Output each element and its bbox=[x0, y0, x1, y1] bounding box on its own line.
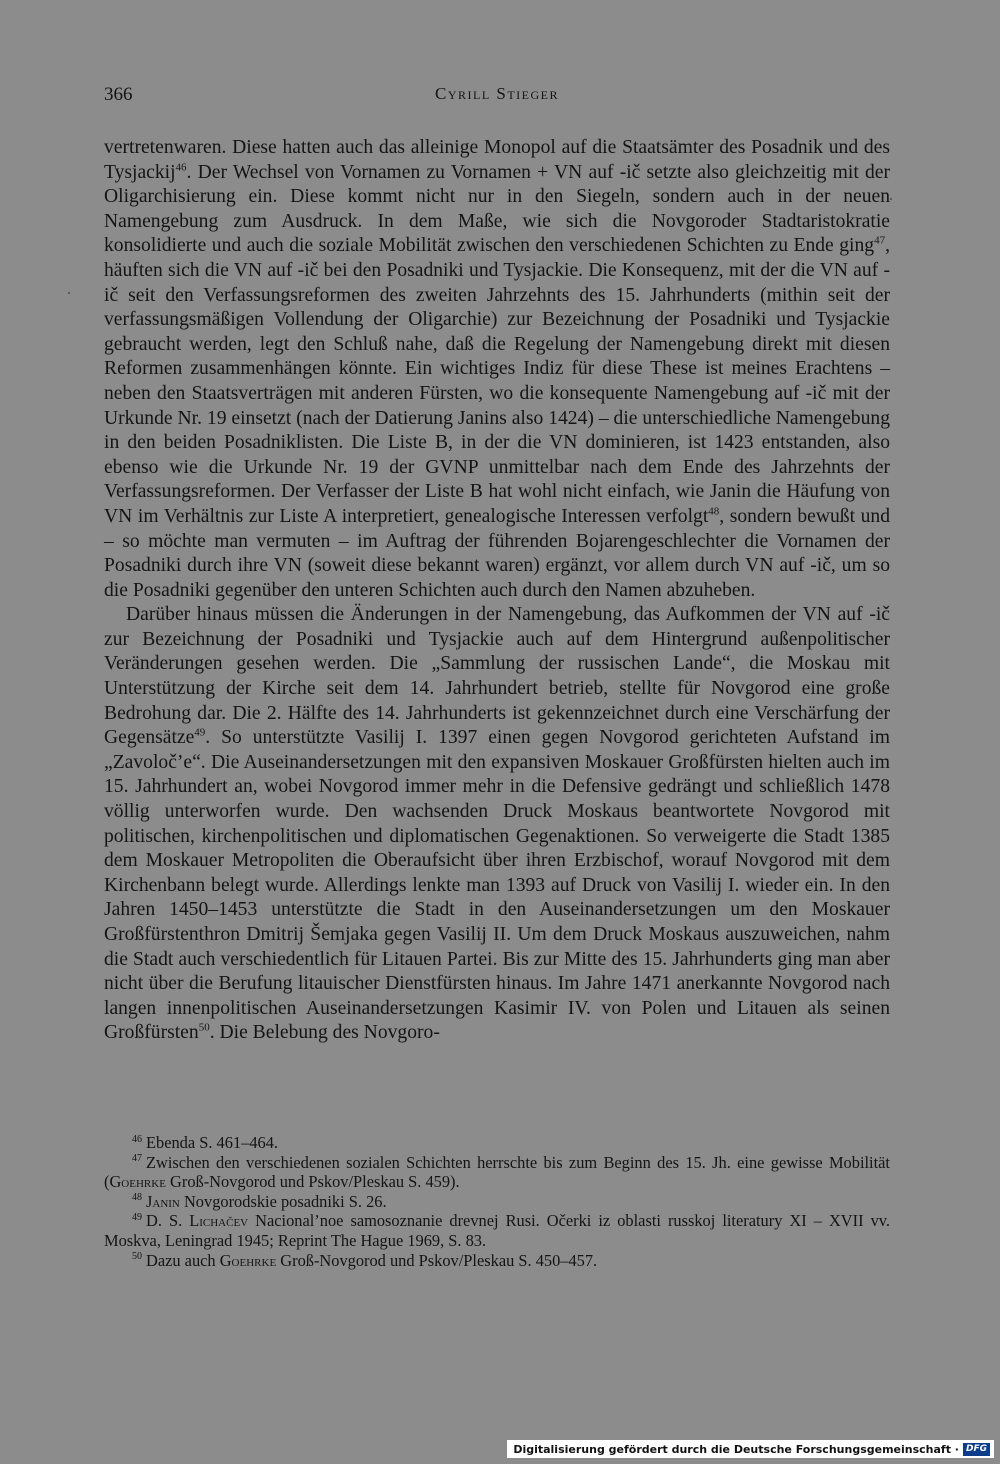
text-run: , häuften sich die VN auf -ič bei den Posadniki und Tysjackie. Die Konsequenz, mit der die VN auf -ič seit den Verfassungsreformen des zweiten Jahrzehnts des 15. Jahrhunderts (mithin seit der verfassungsmäßigen Vollendung der Oligarchie) zur Bezeichnung der Posadniki und Tysjackie gebraucht werden, legt den Schluß nahe, daß die Regelung der Namengebung direkt mit diesen Reformen zusammenhängen könnte. Ein wichtiges Indiz für diese These ist meines Erachtens – neben den Staatsverträgen mit anderen Fürsten, wo die konsequente Namengebung auf -ič mit der Urkunde Nr. 19 einsetzt (nach der Datierung Janins also 1424) – die unterschiedliche Namengebung in den beiden Posadniklisten. Die Liste B, in der die VN dominieren, ist 1423 entstanden, also ebenso wie die Urkunde Nr. 19 der GVNP unmittelbar nach dem Ende des Jahrzehnts der Verfassungsreformen. Der Verfasser der Liste B hat wohl nicht einfach, wie Janin die Häufung von VN im Verhältnis zur Liste A interpretiert, genealogische Interessen verfolgt bbox=[104, 235, 890, 527]
footnote-text: D. S. bbox=[146, 1211, 190, 1231]
running-head: Cyrill Stieger bbox=[434, 84, 560, 103]
margin-mark bbox=[890, 198, 892, 200]
footnote-ref[interactable]: 50 bbox=[198, 1021, 210, 1034]
footnote-number: 46 bbox=[132, 1133, 142, 1145]
footnote-ref[interactable]: 48 bbox=[708, 505, 720, 518]
footnote-text: Zwischen den verschiedenen sozialen Schichten herrschte bis zum Beginn des 15. Jh. eine gewisse Mobilität ( bbox=[104, 1152, 890, 1192]
footnote bbox=[104, 1211, 890, 1250]
dfg-logo-icon: DFG bbox=[963, 1443, 990, 1456]
footnote-text: Nacional’noe samosoznanie drevnej Rusi. Očerki iz oblasti russkoj literatury XI – XVII vv. Moskva, Leningrad 1945; Reprint The Hague 1969, S. 83. bbox=[104, 1211, 890, 1250]
body-text bbox=[104, 136, 890, 1046]
author-name: Goehrke bbox=[109, 1172, 166, 1192]
text-run: vertretenwaren. Diese hatten auch das alleinige Monopol auf die Staatsämter des Posadnik und des Tysjackij bbox=[104, 137, 890, 183]
page-number: 366 bbox=[104, 84, 133, 105]
paragraph-1 bbox=[104, 136, 890, 603]
footnote-text: Dazu auch bbox=[146, 1250, 220, 1270]
footnote-ref[interactable]: 46 bbox=[175, 161, 187, 174]
text-run: . Die Belebung des Novgoro- bbox=[209, 1022, 440, 1044]
funding-banner[interactable] bbox=[507, 1440, 994, 1458]
page-header bbox=[104, 84, 890, 114]
footnote-text: Groß-Novgorod und Pskov/Pleskau S. 450–457. bbox=[276, 1250, 598, 1270]
paragraph-2 bbox=[104, 603, 890, 1046]
footnote bbox=[104, 1251, 890, 1271]
footnote-text: Groß-Novgorod und Pskov/Pleskau S. 459). bbox=[165, 1172, 460, 1192]
footnote-text: Ebenda S. 461–464. bbox=[146, 1133, 279, 1152]
footnote-number: 49 bbox=[132, 1211, 142, 1223]
footnote-number: 48 bbox=[132, 1192, 142, 1204]
footnote-number: 47 bbox=[132, 1153, 142, 1165]
author-name: Lichačev bbox=[189, 1211, 249, 1231]
text-run: . Der Wechsel von Vornamen zu Vornamen + VN auf -ič setzte also gleichzeitig mit der Oligarchisierung ein. Diese kommt nicht nur in den Siegeln, sondern auch in der neuen Namengebung zum Ausdruck. In dem Maße, wie sich die Novgoroder Stadtaristokratie konsolidierte und auch die soziale Mobilität zwischen den verschiedenen Schichten zu Ende ging bbox=[104, 161, 890, 257]
footnote-ref[interactable]: 47 bbox=[874, 234, 886, 247]
footnote-ref[interactable]: 49 bbox=[194, 726, 206, 739]
funding-text: Digitalisierung gefördert durch die Deutsche Forschungsgemeinschaft · bbox=[513, 1442, 959, 1456]
author-name: Janin bbox=[146, 1191, 180, 1211]
footnote-text: Novgorodskie posadniki S. 26. bbox=[179, 1191, 387, 1211]
footnote-number: 50 bbox=[132, 1251, 142, 1263]
footnote bbox=[104, 1133, 890, 1153]
footnotes bbox=[104, 1133, 890, 1270]
text-run: , sondern bewußt und – so möchte man vermuten – im Auftrag der führenden Bojarengeschlechter die Vornamen der Posadniki durch ihre VN (soweit diese bekannt waren) ergänzt, vor allem durch VN auf -ič, um so die Posadniki gegenüber den unteren Schichten auch durch den Namen abzuheben. bbox=[104, 505, 891, 601]
text-run: Darüber hinaus müssen die Änderungen in der Namengebung, das Aufkommen der VN auf -ič zur Bezeichnung der Posadniki und Tysjackie auch auf dem Hintergrund außenpolitischer Veränderungen gesehen werden. Die „Sammlung der russischen Lande“, die Moskau mit Unterstützung der Kirche seit dem 14. Jahrhundert betrieb, stellte für Novgorod eine große Bedrohung dar. Die 2. Hälfte des 14. Jahrhunderts ist gekennzeichnet durch eine Verschärfung der Gegensätze bbox=[104, 604, 890, 749]
footnote bbox=[104, 1153, 890, 1192]
text-run: . So unterstützte Vasilij I. 1397 einen gegen Novgorod gerichteten Aufstand im „Zavoloč’e“. Die Auseinandersetzungen mit den expansiven Moskauer Großfürsten hielten auch im 15. Jahrhundert an, wobei Novgorod immer mehr in die Defensive gedrängt und schließlich 1478 völlig unterworfen wurde. Den wachsenden Druck Moskaus beantwortete Novgorod mit politischen, kirchenpolitischen und diplomatischen Gegenaktionen. So verweigerte die Stadt 1385 dem Moskauer Metropoliten die Oberaufsicht über ihren Erzbischof, worauf Novgorod mit dem Kirchenbann belegt wurde. Allerdings lenkte man 1393 auf Druck von Vasilij I. wieder ein. In den Jahren 1450–1453 unterstützte die Stadt in den Auseinandersetzungen um den Moskauer Großfürstenthron Dmitrij Šemjaka gegen Vasilij II. Um dem Druck Moskaus auszuweichen, nahm die Stadt auch verschiedentlich für Litauen Partei. Bis zur Mitte des 15. Jahrhunderts ging man aber nicht über die Berufung litauischer Dienstfürsten hinaus. Im Jahre 1471 anerkannte Novgorod nach langen innenpolitischen Auseinandersetzungen Kasimir IV. von Polen und Litauen als seinen Großfürsten bbox=[104, 727, 890, 1044]
footnote bbox=[104, 1192, 890, 1212]
margin-mark bbox=[68, 292, 70, 294]
author-name: Goehrke bbox=[219, 1250, 277, 1270]
